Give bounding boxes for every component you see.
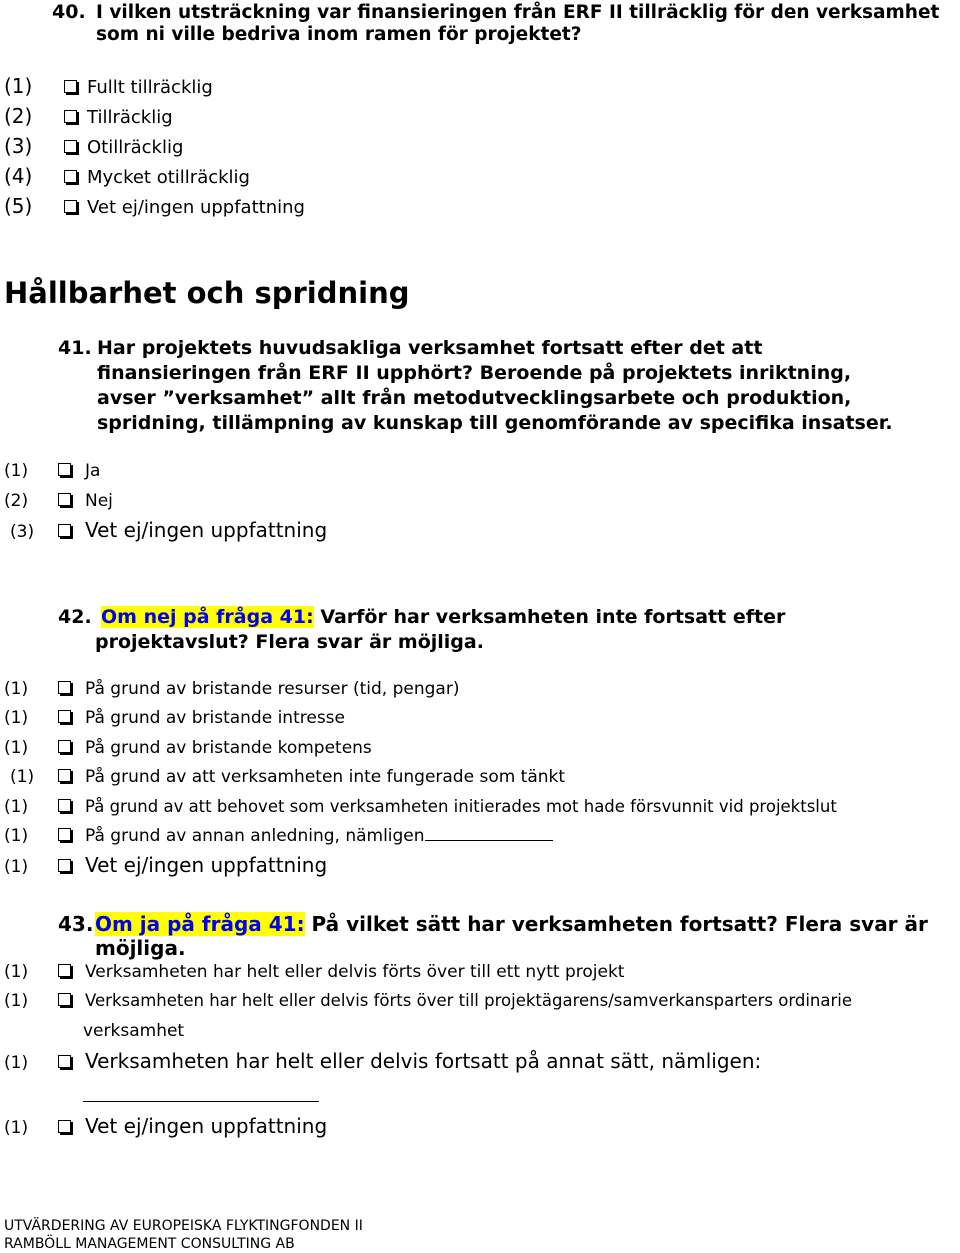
option-label: Vet ej/ingen uppfattning <box>85 518 328 542</box>
q42-option-6[interactable] <box>4 825 553 847</box>
option-number: (5) <box>4 194 33 218</box>
q40-option-3[interactable] <box>4 133 183 161</box>
q41-option-3[interactable] <box>10 519 327 543</box>
q40-text-line2: som ni ville bedriva inom ramen för projektet? <box>96 24 582 45</box>
q41-line1: Har projektets huvudsakliga verksamhet fortsatt efter det att <box>97 337 763 359</box>
option-label: Verksamheten har helt eller delvis förts över till projektägarens/samverkansparters ordinarie <box>85 991 853 1010</box>
q41-line3: avser ”verksamhet” allt från metodutvecklingsarbete och produktion, <box>97 387 852 409</box>
q42-line1-rest: Varför har verksamheten inte fortsatt efter <box>320 606 786 628</box>
q40-option-5[interactable] <box>4 193 305 221</box>
q42-option-5[interactable] <box>4 796 837 818</box>
option-number: (1) <box>4 857 29 877</box>
q43-option-2-cont: verksamhet <box>83 1021 185 1041</box>
q43-line2: möjliga. <box>95 936 186 960</box>
option-number: (1) <box>4 1053 29 1073</box>
q42-option-1[interactable] <box>4 678 459 700</box>
option-label: På grund av att behovet som verksamheten initierades mot hade försvunnit vid projektslut <box>85 797 837 816</box>
checkbox-icon[interactable] <box>58 710 71 723</box>
option-number: (2) <box>4 104 33 128</box>
checkbox-icon[interactable] <box>58 799 71 812</box>
q42-option-7[interactable] <box>4 854 327 878</box>
q43-option-2[interactable] <box>4 990 852 1012</box>
checkbox-icon[interactable] <box>58 493 71 506</box>
q41-option-2[interactable] <box>4 490 113 512</box>
checkbox-icon[interactable] <box>58 681 71 694</box>
checkbox-icon[interactable] <box>58 1120 71 1133</box>
option-number: (1) <box>4 962 29 982</box>
option-label: På grund av annan anledning, nämligen <box>85 826 425 846</box>
checkbox-icon[interactable] <box>58 740 71 753</box>
checkbox-icon[interactable] <box>58 859 71 872</box>
option-label: Verksamheten har helt eller delvis förts över till ett nytt projekt <box>85 962 625 982</box>
q41-line4: spridning, tillämpning av kunskap till genomförande av specifika insatser. <box>97 412 893 434</box>
q43-option-4[interactable] <box>4 1115 327 1139</box>
option-label: Otillräcklig <box>87 137 184 158</box>
checkbox-icon[interactable] <box>64 140 77 153</box>
checkbox-icon[interactable] <box>58 993 71 1006</box>
fill-in-blank[interactable] <box>83 1101 319 1102</box>
q43-line1-rest: På vilket sätt har verksamheten fortsatt? Flera svar är <box>311 912 928 936</box>
option-label: På grund av bristande intresse <box>85 708 345 728</box>
q42-number: 42. <box>58 606 92 628</box>
option-label: Ja <box>85 461 101 481</box>
checkbox-icon[interactable] <box>58 964 71 977</box>
option-label: Verksamheten har helt eller delvis fortsatt på annat sätt, nämligen: <box>85 1049 762 1073</box>
q43-option-1[interactable] <box>4 961 624 983</box>
checkbox-icon[interactable] <box>58 1055 71 1068</box>
option-number: (1) <box>4 461 29 481</box>
checkbox-icon[interactable] <box>64 110 77 123</box>
option-label: Vet ej/ingen uppfattning <box>85 1114 328 1138</box>
q43-highlight: Om ja på fråga 41: <box>95 912 305 936</box>
option-label: På grund av bristande resurser (tid, pengar) <box>85 679 460 699</box>
option-number: (1) <box>4 708 29 728</box>
q43-number: 43. <box>58 912 94 936</box>
checkbox-icon[interactable] <box>58 524 71 537</box>
q40-option-1[interactable] <box>4 73 213 101</box>
q42-option-4[interactable] <box>10 766 565 788</box>
q43-line1 <box>95 912 928 937</box>
checkbox-icon[interactable] <box>58 463 71 476</box>
option-number: (1) <box>4 738 29 758</box>
footer-line1: UTVÄRDERING AV EUROPEISKA FLYKTINGFONDEN II <box>4 1218 363 1234</box>
checkbox-icon[interactable] <box>64 170 77 183</box>
q43-option-3[interactable] <box>4 1050 761 1074</box>
checkbox-icon[interactable] <box>58 769 71 782</box>
q42-option-3[interactable] <box>4 737 372 759</box>
option-number: (1) <box>4 991 29 1011</box>
option-label: På grund av att verksamheten inte fungerade som tänkt <box>85 767 566 787</box>
option-number: (1) <box>4 679 29 699</box>
option-number: (1) <box>4 74 33 98</box>
checkbox-icon[interactable] <box>64 200 77 213</box>
option-label: Tillräcklig <box>87 107 173 128</box>
option-number: (3) <box>4 134 33 158</box>
option-label: Vet ej/ingen uppfattning <box>85 853 328 877</box>
q40-option-2[interactable] <box>4 103 173 131</box>
q40-text-line1: I vilken utsträckning var finansieringen från ERF II tillräcklig för den verksamhet <box>96 2 940 23</box>
q41-line2: finansieringen från ERF II upphört? Beroende på projektets inriktning, <box>97 362 852 384</box>
q42-line1 <box>101 605 785 630</box>
section-heading: Hållbarhet och spridning <box>4 276 410 310</box>
option-number: (1) <box>10 767 35 787</box>
checkbox-icon[interactable] <box>64 80 77 93</box>
q40-number: 40. <box>52 1 86 23</box>
option-label: Nej <box>85 491 113 511</box>
option-number: (4) <box>4 164 33 188</box>
option-label: Mycket otillräcklig <box>87 167 250 188</box>
option-label: Vet ej/ingen uppfattning <box>87 197 305 218</box>
option-number: (2) <box>4 491 29 511</box>
footer-line2: RAMBÖLL MANAGEMENT CONSULTING AB <box>4 1236 295 1252</box>
option-number: (1) <box>4 826 29 846</box>
checkbox-icon[interactable] <box>58 828 71 841</box>
fill-in-blank[interactable] <box>425 839 553 841</box>
q41-option-1[interactable] <box>4 460 100 482</box>
q42-highlight: Om nej på fråga 41: <box>101 606 314 628</box>
option-number: (1) <box>4 797 29 817</box>
q42-option-2[interactable] <box>4 707 345 729</box>
q40-option-4[interactable] <box>4 163 250 191</box>
option-number: (3) <box>10 522 35 542</box>
option-number: (1) <box>4 1118 29 1138</box>
q42-line2: projektavslut? Flera svar är möjliga. <box>95 631 484 653</box>
option-label: Fullt tillräcklig <box>87 77 213 98</box>
q41-number: 41. <box>58 337 92 359</box>
option-label: På grund av bristande kompetens <box>85 738 372 758</box>
